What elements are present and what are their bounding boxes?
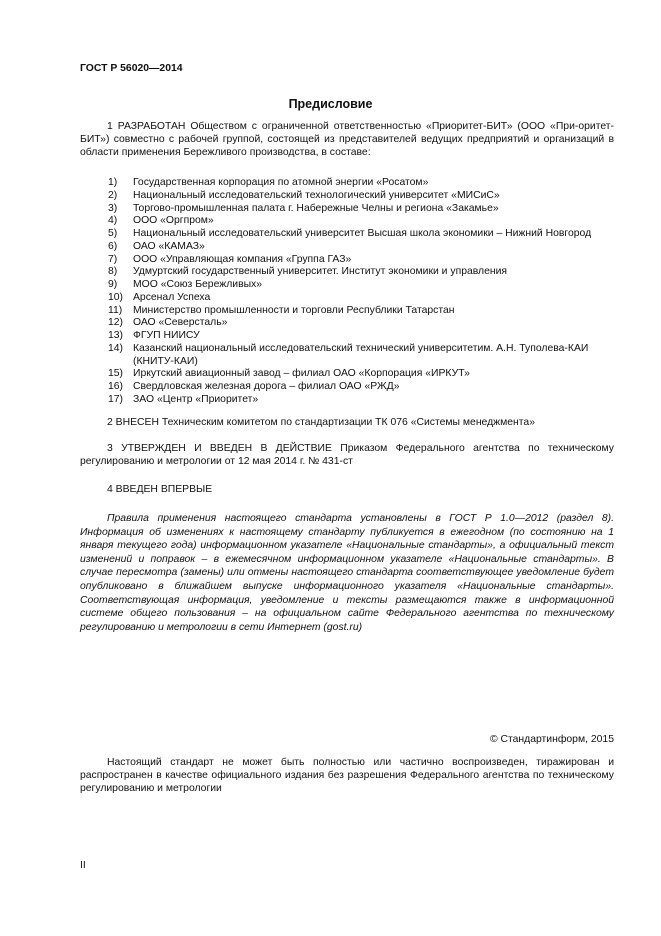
list-item-text: Арсенал Успеха xyxy=(133,291,211,303)
list-item-number: 9) xyxy=(108,279,118,290)
list-item xyxy=(108,241,614,254)
paragraph-introduced-first: 4 ВВЕДЕН ВПЕРВЫЕ xyxy=(107,484,213,495)
list-item xyxy=(108,343,614,369)
list-item-number: 17) xyxy=(108,393,124,405)
list-item xyxy=(108,228,614,241)
list-item-text: ОАО «КАМАЗ» xyxy=(133,240,205,252)
list-item xyxy=(108,394,614,407)
list-item xyxy=(108,190,614,203)
paragraph-introduced-by: 2 ВНЕСЕН Техническим комитетом по стандартизации ТК 076 «Системы менеджмента» xyxy=(107,417,535,428)
list-item-number: 13) xyxy=(108,330,124,341)
list-item xyxy=(108,330,614,343)
list-item-number: 15) xyxy=(108,368,124,380)
paragraph-approved: 3 УТВЕРЖДЕН И ВВЕДЕН В ДЕЙСТВИЕ Приказом Федерального агентства по техническому регулированию и метрологии от 12 мая 2014 г. № 431-ст xyxy=(80,443,614,468)
list-item-number: 11) xyxy=(108,304,123,316)
list-item-text: ООО «Оргпром» xyxy=(133,215,214,227)
list-item xyxy=(108,317,614,330)
list-item xyxy=(108,279,614,292)
document-header: ГОСТ Р 56020—2014 xyxy=(80,63,183,74)
list-item-number: 14) xyxy=(108,342,124,354)
list-item xyxy=(108,368,614,381)
list-item-text: Национальный исследовательский технологический университет «МИСиС» xyxy=(133,189,500,201)
list-item-number: 5) xyxy=(108,228,118,239)
working-group-list xyxy=(108,177,614,407)
list-item-number: 3) xyxy=(108,202,118,214)
list-item xyxy=(108,254,614,267)
list-item-text: Иркутский авиационный завод – филиал ОАО «Корпорация «ИРКУТ» xyxy=(133,368,470,380)
list-item-number: 4) xyxy=(108,215,118,227)
list-item xyxy=(108,203,614,216)
list-item-number: 1) xyxy=(108,177,118,188)
list-item xyxy=(108,215,614,228)
list-item-number: 10) xyxy=(108,291,124,303)
list-item xyxy=(108,177,614,190)
list-item-text: Государственная корпорация по атомной энергии «Росатом» xyxy=(133,177,429,188)
list-item-text: Национальный исследовательский университет Высшая школа экономики – Нижний Новгород xyxy=(133,228,592,239)
application-notice: Правила применения настоящего стандарта установлены в ГОСТ Р 1.0—2012 (раздел 8). Информация об изменениях к настоящему стандарту публикуется в ежегодном (по состоянию на 1 января текущего года) информационном указателе «Национальные стандарты», а официальный текст изменений и поправок – в ежемесячном информационном указателе «Национальные стандарты». В случае пересмотра (замены) или отмены настоящего стандарта соответствующее уведомление будет опубликовано в ближайшем выпуске информационного указателя «Национальные стандарты». Соответствующая информация, уведомление и тексты размещаются также в информационной системе общего пользования – на официальном сайте Федерального агентства по техническому регулированию и метрологии в сети Интернет (gost.ru) xyxy=(80,513,614,633)
list-item xyxy=(108,305,614,318)
list-item-number: 2) xyxy=(108,189,118,201)
list-item-number: 6) xyxy=(108,240,118,252)
reproduction-notice: Настоящий стандарт не может быть полностью или частично воспроизведен, тиражирован и распространен в качестве официального издания без разрешения Федерального агентства по техническому регулированию и метрологии xyxy=(80,757,614,795)
list-item-text: ФГУП НИИСУ xyxy=(133,330,200,341)
list-item-text: ООО «Управляющая компания «Группа ГАЗ» xyxy=(133,253,352,265)
list-item-text: МОО «Союз Бережливых» xyxy=(133,279,263,290)
list-item-text: Торгово-промышленная палата г. Набережные Челны и региона «Закамье» xyxy=(133,202,499,214)
list-item-number: 8) xyxy=(108,266,118,278)
list-item xyxy=(108,266,614,279)
list-item-text: Свердловская железная дорога – филиал ОАО «РЖД» xyxy=(133,381,400,392)
list-item-number: 7) xyxy=(108,253,118,265)
list-item-text: ОАО «Северсталь» xyxy=(133,317,228,329)
list-item xyxy=(108,381,614,394)
list-item-text: Удмуртский государственный университет. Институт экономики и управления xyxy=(133,266,508,278)
list-item-text: Казанский национальный исследовательский технический университетим. А.Н. Туполева-КАИ (КНИТУ-КАИ) xyxy=(133,342,589,367)
list-item-number: 16) xyxy=(108,381,124,392)
list-item-text: Министерство промышленности и торговли Республики Татарстан xyxy=(133,304,455,316)
list-item-number: 12) xyxy=(108,317,124,329)
copyright: © Стандартинформ, 2015 xyxy=(489,734,614,745)
list-item xyxy=(108,292,614,305)
section-title: Предисловие xyxy=(288,97,373,111)
paragraph-developed-by: 1 РАЗРАБОТАН Обществом с ограниченной ответственностью «Приоритет-БИТ» (ООО «При-оритет-БИТ») совместно с рабочей группой, состоящей из представителей ведущих предприятий и организаций в области применения Бережливого производства, в составе: xyxy=(80,121,614,159)
page-number: II xyxy=(80,860,86,871)
list-item-text: ЗАО «Центр «Приоритет» xyxy=(133,393,259,405)
